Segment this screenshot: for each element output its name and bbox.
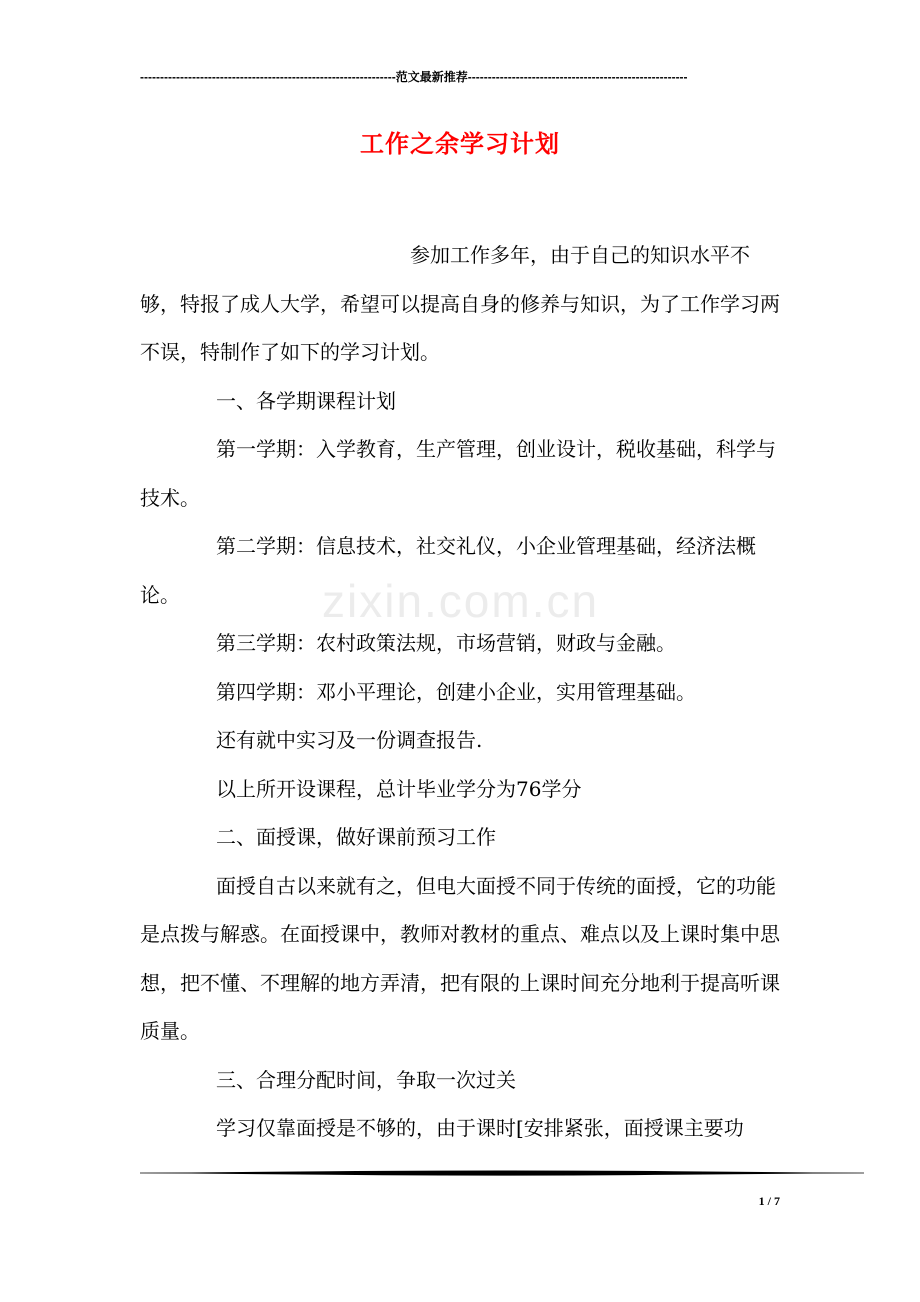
document-body bbox=[140, 231, 782, 1153]
paragraph-intro: 参加工作多年，由于自己的知识水平不够，特报了成人大学，希望可以提高自身的修养与知识，为了工作学习两不误，特制作了如下的学习计划。 bbox=[140, 243, 780, 364]
document-title: 工作之余学习计划 bbox=[360, 129, 560, 158]
paragraph-term-4: 第四学期：邓小平理论，创建小企业，实用管理基础。 bbox=[216, 679, 696, 704]
paragraph-term-3: 第三学期：农村政策法规，市场营销，财政与金融。 bbox=[216, 631, 676, 655]
footer-rule bbox=[140, 1167, 864, 1179]
paragraph-internship: 还有就中实习及一份调查报告. bbox=[216, 728, 483, 752]
paragraph-credits: 以上所开设课程，总计毕业学分为76学分 bbox=[216, 776, 582, 801]
heading-section-2: 二、面授课，做好课前预习工作 bbox=[216, 825, 496, 849]
heading-section-3: 三、合理分配时间，争取一次过关 bbox=[216, 1067, 516, 1092]
watermark: zixin.com.cn bbox=[322, 575, 600, 627]
header-banner bbox=[140, 68, 780, 85]
header-dashes-left: ---------------------------------------------------------------- bbox=[140, 70, 396, 84]
header-label: 范文最新推荐 bbox=[395, 70, 468, 84]
page-number: 1 / 7 bbox=[758, 1194, 780, 1208]
paragraph-term-1: 第一学期：入学教育，生产管理，创业设计，税收基础，科学与技术。 bbox=[140, 437, 776, 510]
header-dashes-right: ------------------------------------------------------- bbox=[467, 70, 688, 84]
paragraph-lectures: 面授自古以来就有之，但电大面授不同于传统的面授，它的功能是点拨与解惑。在面授课中，教师对教材的重点、难点以及上课时集中思想，把不懂、不理解的地方弄清，把有限的上课时间充分地利于提高听课质量。 bbox=[140, 873, 780, 1043]
paragraph-study-time: 学习仅靠面授是不够的，由于课时[安排紧张，面授课主要功 bbox=[216, 1116, 744, 1140]
paragraph-term-2: 第二学期：信息技术，社交礼仪，小企业管理基础，经济法概论。 bbox=[140, 534, 756, 607]
heading-section-1: 一、各学期课程计划 bbox=[216, 388, 396, 413]
